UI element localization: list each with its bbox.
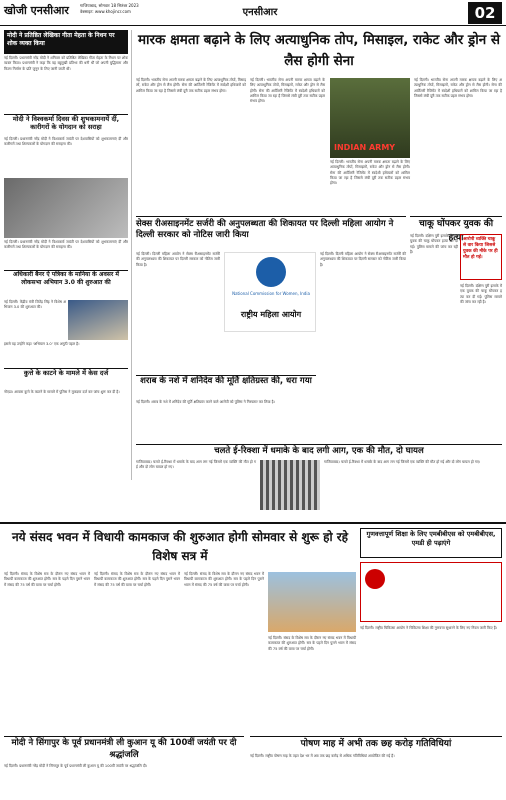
edu-body: नई दिल्ली। राष्ट्रीय चिकित्सा आयोग ने चिकित्सा शिक्षा की गुणवत्ता सुधारने के लिए नए नियम जारी किए हैं। [360,626,498,630]
singapore-body: नई दिल्ली। प्रधानमंत्री नरेंद्र मोदी ने सिंगापुर के पूर्व प्रधानमंत्री ली कुआन यू की 100वीं जयंती पर श्रद्धांजलि दी। [4,764,148,768]
modi-story-body: नई दिल्ली। प्रधानमंत्री नरेंद्र मोदी ने शनिवार को प्रतिष्ठित लेखिका गीता मेहता के निधन पर शोक व्यक्त किया। प्रधानमंत्री ने कहा कि वह बहुमुखी प्रतिभा की धनी थीं जो अपनी बुद्धिमत्ता और फिल्म निर्माण के प्रति जुनून के लिए जानी जाती थीं। [4,56,128,71]
stabbing-body-col2: नई दिल्ली। दक्षिण पुरी इलाके में एक युवक की चाकू घोंपकर हत्या कर दी गई। पुलिस मामले की जांच कर रही है। [460,284,502,304]
parliament-body-col1: नई दिल्ली। संसद के विशेष सत्र के दौरान नए संसद भवन में विधायी कामकाज की शुरुआत होगी। सत्र के पहले दिन पुराने भवन में संसद की 75 वर्ष की यात्रा पर चर्चा होगी। [4,572,90,587]
column-divider [131,30,132,480]
accident-body-col1: गाजियाबाद। चलते ई-रिक्शा में धमाके के बाद आग लग गई जिसमें एक व्यक्ति की मौत हो गई और दो लोग घायल हो गए। [136,460,256,470]
abhiyan-story-body: नई दिल्ली। केंद्रीय मंत्री जितेंद्र सिंह ने विशेष अभियान 3.0 की शुरुआत की। [4,300,66,310]
liquor-body: नई दिल्ली। शराब के नशे में शनिदेव की मूर्ति क्षतिग्रस्त करने वाले आरोपी को पुलिस ने गिरफ्तार कर लिया है। [136,400,275,404]
stabbing-callout: आरोपी व्यक्ति चाकू से वार किया जिससे युवक की मौके पर ही मौत हो गई। [460,234,502,280]
edu-headline: गुणवत्तापूर्ण शिक्षा के लिए एमबीबीएस को एमबीबीएस, एमडी ही पढ़ाएंगे [360,528,502,558]
abhiyan-story-headline: अधिकारी बैनर ऐ पत्रिका के मानिया के अवसर में लोकसभा अभियान 3.0 की शुरुआत की [4,270,128,298]
dcw-body-col3: नई दिल्ली। दिल्ली महिला आयोग ने सेक्स रीअसाइनमेंट सर्जरी की अनुपलब्धता की शिकायत पर दिल्ली सरकार को नोटिस जारी किया है। [320,252,406,267]
accident-headline: चलते ई-रिक्शा में धमाके के बाद लगी आग, एक की मौत, दो घायल [136,444,502,458]
ncw-hindi-name: राष्ट्रीय महिला आयोग [240,310,302,319]
parliament-headline: नये संसद भवन में विधायी कामकाज की शुरुआत होगी सोमवार से शुरू हो रहे विशेष सत्र में [11,530,349,563]
section-rule [0,522,506,524]
website: वेबसाइट: www.khojincr.com [80,9,131,14]
lead-headline: मारक क्षमता बढ़ाने के लिए अत्याधुनिक तोप, मिसाइल, राकेट और ड्रोन से लैस होगी सेना [137,32,501,69]
singapore-headline: मोदी ने सिंगापुर के पूर्व प्रधानमंत्री ली कुआन यू की 100वीं जयंती पर दी श्रद्धांजलि [4,736,244,762]
handcuff-photo [260,460,320,510]
accident-body-col2: गाजियाबाद। चलते ई-रिक्शा में धमाके के बाद आग लग गई जिसमें एक व्यक्ति की मौत हो गई और दो लोग घायल हो गए। [324,460,481,464]
stabbing-body-col1: नई दिल्ली। दक्षिण पुरी इलाके में एक युवक की चाकू घोंपकर हत्या कर दी गई। पुलिस मामले की जांच कर रही है। [410,234,458,254]
dateline: गाजियाबाद, सोमवार 18 सितंबर 2023 [80,3,139,8]
liquor-headline: शराब के नशे में शनिदेव की मूर्ति क्षतिग्रस्त की, धरा गया [136,375,316,399]
mp-story-headline: मोदी ने विश्वकर्मा दिवस की शुभकामनायें दीं, कारीगरों के योगदान को सराहा [4,114,128,136]
parliament-body-col2: नई दिल्ली। संसद के विशेष सत्र के दौरान नए संसद भवन में विधायी कामकाज की शुरुआत होगी। सत्र के पहले दिन पुराने भवन में संसद की 75 वर्ष की यात्रा पर चर्चा होगी। [94,572,180,587]
ncw-english-name: National Commission for Women, India [232,291,310,296]
parliament-body-col3: नई दिल्ली। संसद के विशेष सत्र के दौरान नए संसद भवन में विधायी कामकाज की शुरुआत होगी। सत्र के पहले दिन पुराने भवन में संसद की 75 वर्ष की यात्रा पर चर्चा होगी। [184,572,264,587]
poshan-headline: पोषण माह में अभी तक छह करोड़ गतिविधियां [250,736,502,752]
lead-body-col2: नई दिल्ली। भारतीय सेना अपनी मारक क्षमता बढ़ाने के लिए अत्याधुनिक तोपों, मिसाइलों, राकेट और ड्रोन से लैस होगी। सेना की आर्टिलरी रेजिमेंट में स्वदेशी हथियारों को शामिल किया जा रहा है जिससे लंबी दूरी तक सटीक प्रहार संभव होगा। [250,78,325,104]
nmc-notice [360,562,502,622]
abhiyan-caption: इससे यह उन्होंने कहा 'अभियान 3.0' एक अनूठी पहल है। [4,342,80,346]
pm-photo [4,178,128,238]
ncw-logo [224,252,316,332]
parliament-body-col4: नई दिल्ली। संसद के विशेष सत्र के दौरान नए संसद भवन में विधायी कामकाज की शुरुआत होगी। सत्र के पहले दिन पुराने भवन में संसद की 75 वर्ष की यात्रा पर चर्चा होगी। [268,636,356,651]
army-photo-caption: INDIAN ARMY [334,143,396,152]
poshan-body: नई दिल्ली। राष्ट्रीय पोषण माह के तहत देश भर में अब तक छह करोड़ से अधिक गतिविधियां आयोजित की गई हैं। [250,754,395,758]
mp-story-body: नई दिल्ली। प्रधानमंत्री नरेंद्र मोदी ने विश्वकर्मा जयंती पर देशवासियों को शुभकामनाएं दीं और कारीगरों तथा शिल्पकारों के योगदान की सराहना की। [4,137,128,147]
page-number: 02 [468,2,502,24]
section-title: एनसीआर [242,7,278,18]
modi-story-headline: मोदी ने प्रतिष्ठित लेखिका गीता मेहता के निधन पर शोक व्यक्त किया [4,30,128,54]
minister-photo [68,300,128,340]
mp-story-body-cont: नई दिल्ली। प्रधानमंत्री नरेंद्र मोदी ने विश्वकर्मा जयंती पर देशवासियों को शुभकामनाएं दीं और कारीगरों तथा शिल्पकारों के योगदान की सराहना की। [4,240,128,250]
masthead-logo: खोजी एनसीआर [4,4,69,17]
dogs-story-body: नोएडा। आवारा कुत्ते के काटने के मामले में पुलिस ने मुकदमा दर्ज कर जांच शुरू कर दी है। [4,390,120,394]
lead-body-col4: नई दिल्ली। भारतीय सेना अपनी मारक क्षमता बढ़ाने के लिए अत्याधुनिक तोपों, मिसाइलों, राकेट और ड्रोन से लैस होगी। सेना की आर्टिलरी रेजिमेंट में स्वदेशी हथियारों को शामिल किया जा रहा है जिससे लंबी दूरी तक सटीक प्रहार संभव होगा। [330,160,410,186]
lead-body-col3: नई दिल्ली। भारतीय सेना अपनी मारक क्षमता बढ़ाने के लिए अत्याधुनिक तोपों, मिसाइलों, राकेट और ड्रोन से लैस होगी। सेना की आर्टिलरी रेजिमेंट में स्वदेशी हथियारों को शामिल किया जा रहा है जिससे लंबी दूरी तक सटीक प्रहार संभव होगा। [414,78,502,98]
dogs-story-headline: कुत्ते के काटने के मामले में केस दर्ज [4,368,128,388]
nmc-logo-icon [365,569,385,589]
ncw-emblem-icon [256,257,286,287]
header-rule [0,25,506,26]
dcw-headline: सेक्स रीअसाइनमेंट सर्जरी की अनुपलब्धता की शिकायत पर दिल्ली महिला आयोग ने दिल्ली सरकार को नोटिस जारी किया [136,216,406,250]
dcw-body-col1: नई दिल्ली। दिल्ली महिला आयोग ने सेक्स रीअसाइनमेंट सर्जरी की अनुपलब्धता की शिकायत पर दिल्ली सरकार को नोटिस जारी किया है। [136,252,220,267]
army-photo [330,78,410,158]
stabbing-headline: चाकू घोंपकर युवक की हत्या [410,216,502,232]
parliament-photo [268,572,356,632]
lead-body-col1: नई दिल्ली। भारतीय सेना अपनी मारक क्षमता बढ़ाने के लिए अत्याधुनिक तोपों, मिसाइलों, राकेट और ड्रोन से लैस होगी। सेना की आर्टिलरी रेजिमेंट में स्वदेशी हथियारों को शामिल किया जा रहा है जिससे लंबी दूरी तक सटीक प्रहार संभव होगा। [136,78,246,93]
